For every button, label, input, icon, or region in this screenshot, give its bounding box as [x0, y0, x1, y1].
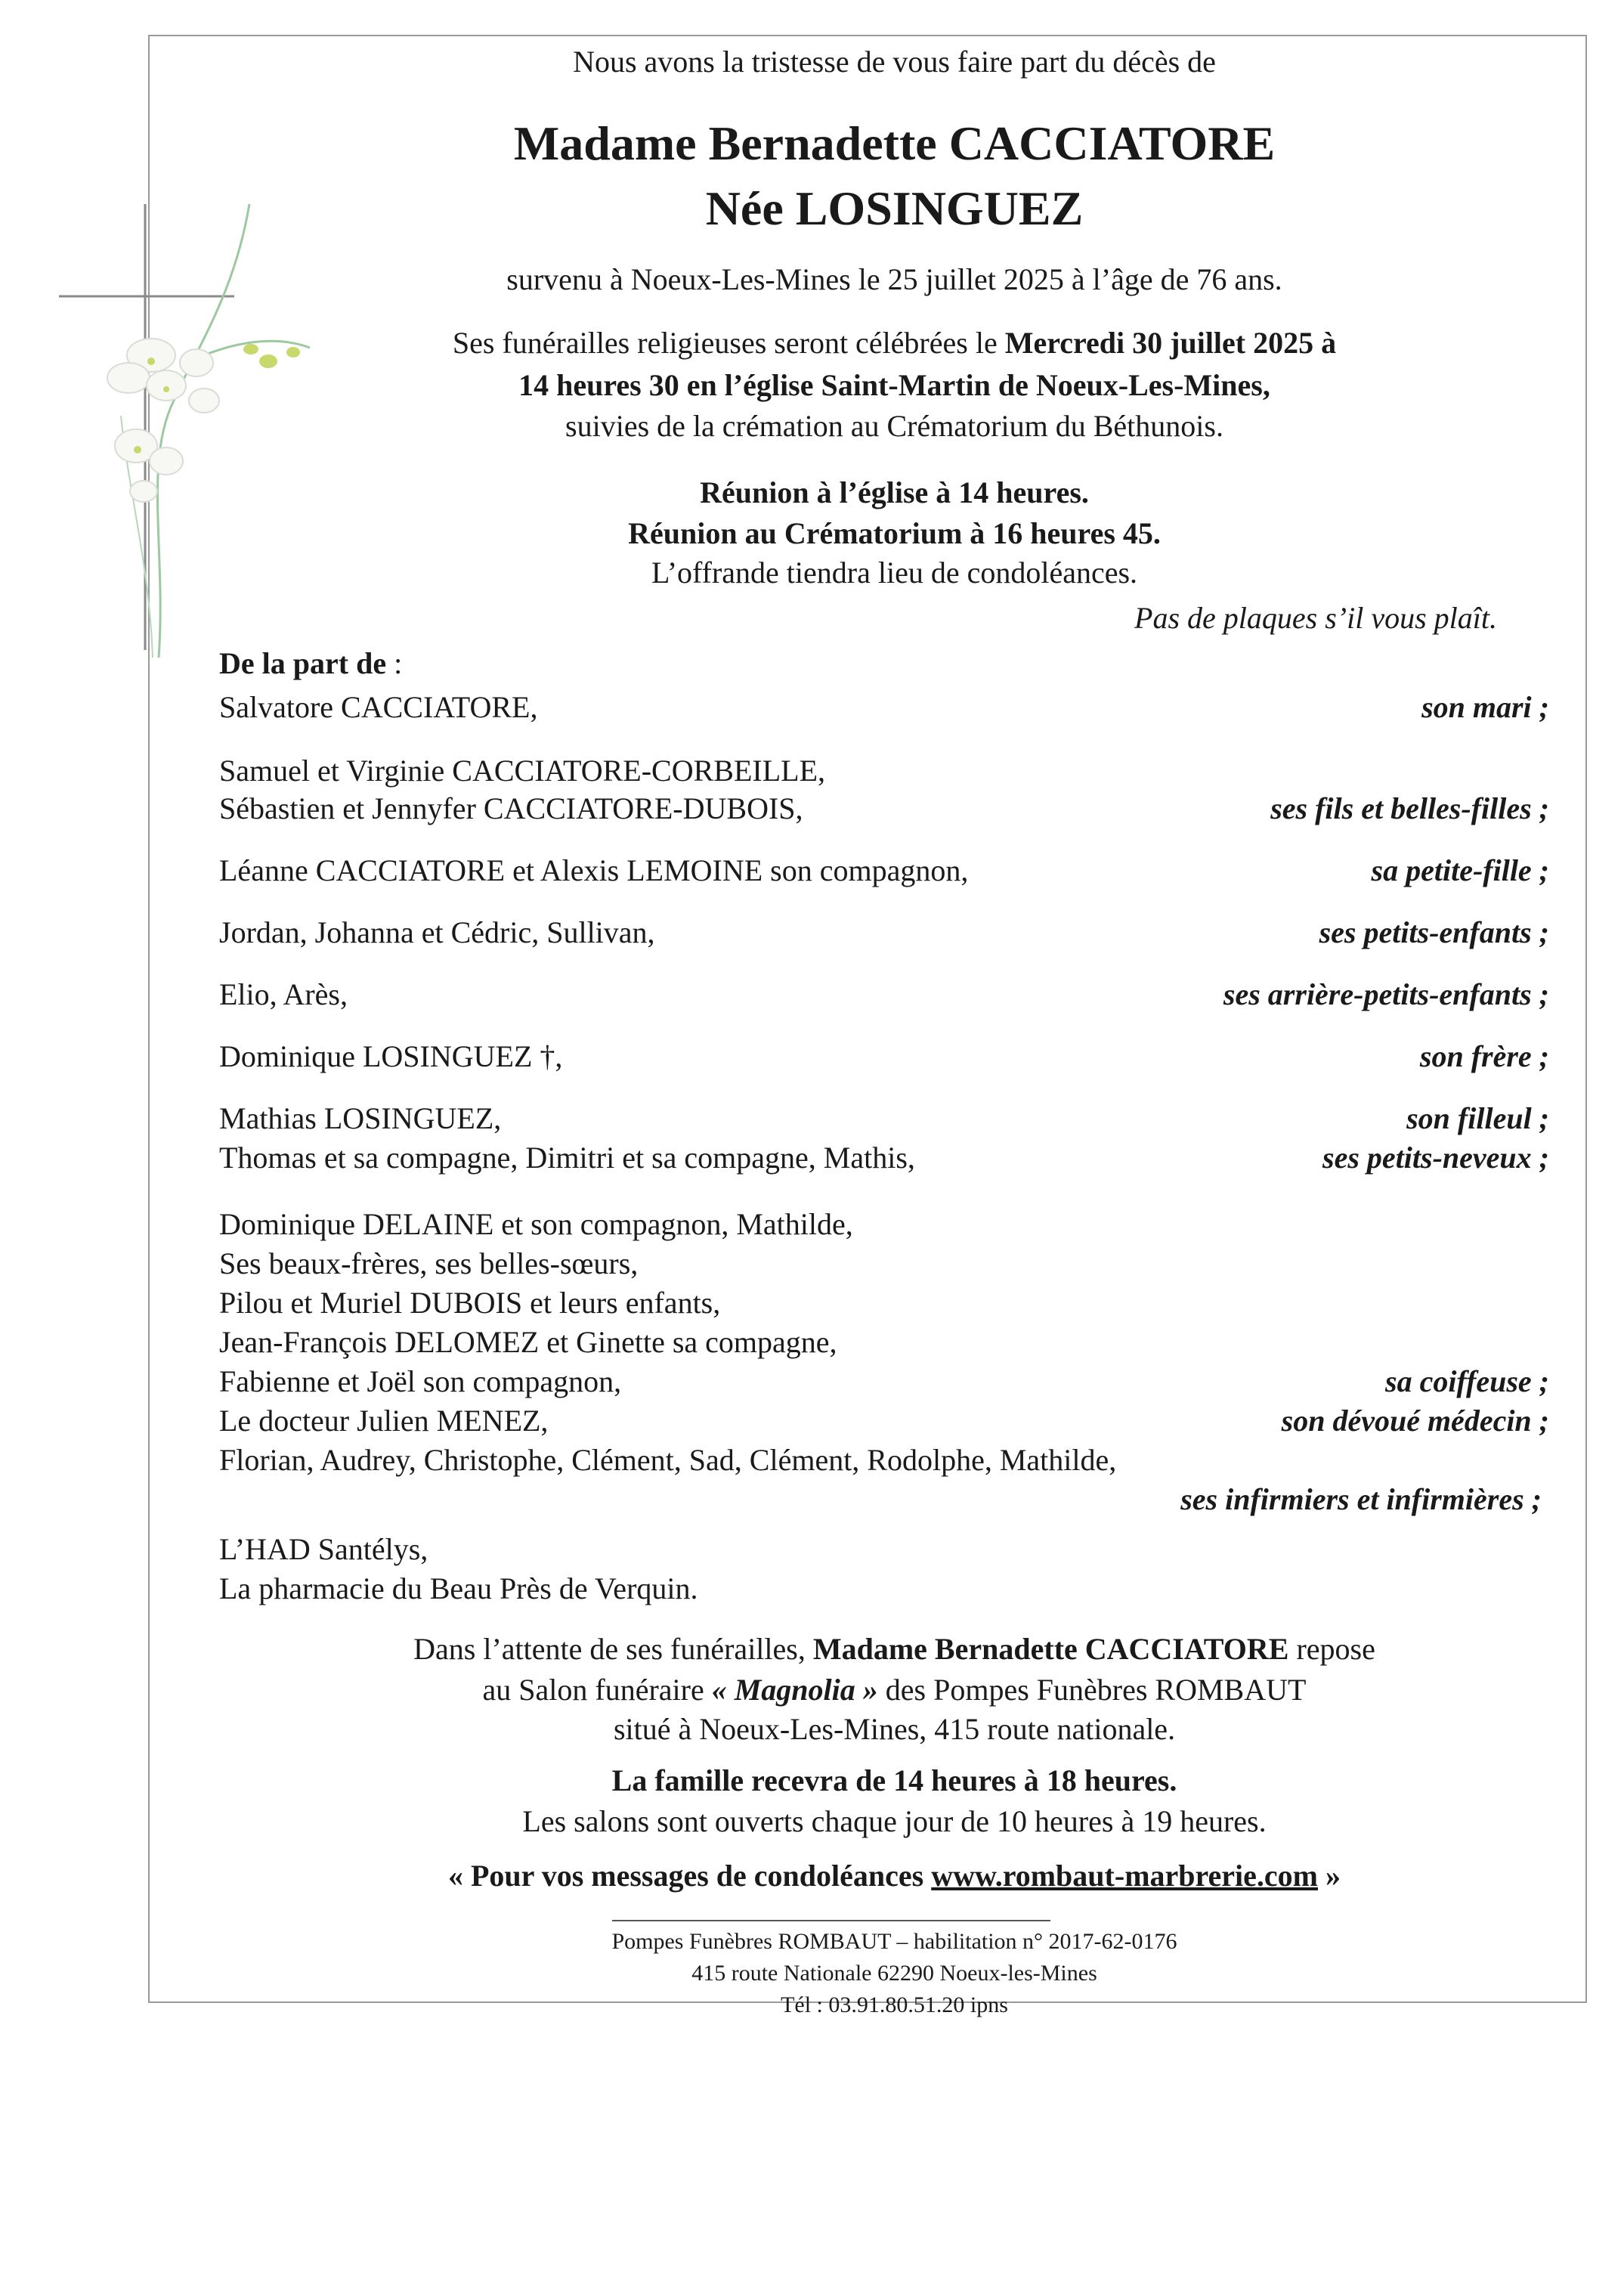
- family-row: La pharmacie du Beau Près de Verquin.: [219, 1571, 698, 1605]
- footer-phone: Tél : 03.91.80.51.20 ipns: [781, 1992, 1008, 2017]
- family-row: Mathias LOSINGUEZ, son filleul ;: [219, 1101, 1549, 1135]
- family-row: Elio, Arès, ses arrière-petits-enfants ;: [219, 977, 1549, 1011]
- repose-line-3: situé à Noeux-Les-Mines, 415 route nationale.: [613, 1712, 1176, 1746]
- family-row: L’HAD Santélys,: [219, 1532, 428, 1566]
- family-row: Jean-François DELOMEZ et Ginette sa compagne,: [219, 1325, 837, 1359]
- family-row: Dominique LOSINGUEZ †, son frère ;: [219, 1039, 1549, 1073]
- meeting-church: Réunion à l’église à 14 heures.: [700, 475, 1089, 509]
- from-label: De la part de :: [219, 646, 403, 680]
- deceased-name: Madame Bernadette CACCIATORE: [513, 116, 1276, 170]
- salon-hours: Les salons sont ouverts chaque jour de 10 heures à 19 heures.: [522, 1804, 1267, 1838]
- family-row: Salvatore CACCIATORE, son mari ;: [219, 690, 1549, 724]
- family-row: Dominique DELAINE et son compagnon, Mathilde,: [219, 1207, 853, 1241]
- family-row: Pilou et Muriel DUBOIS et leurs enfants,: [219, 1286, 721, 1320]
- funeral-line-3: suivies de la crémation au Crématorium du Béthunois.: [565, 409, 1223, 443]
- meeting-crematorium: Réunion au Crématorium à 16 heures 45.: [628, 516, 1161, 550]
- intro-text: Nous avons la tristesse de vous faire part du décès de: [573, 45, 1216, 79]
- offering-note: L’offrande tiendra lieu de condoléances.: [651, 556, 1138, 590]
- repose-line-2: au Salon funéraire « Magnolia » des Pompes Funèbres ROMBAUT: [482, 1673, 1307, 1707]
- family-row: Sébastien et Jennyfer CACCIATORE-DUBOIS, ses fils et belles-filles ;: [219, 791, 1549, 825]
- family-row: Léanne CACCIATORE et Alexis LEMOINE son compagnon, sa petite-fille ;: [219, 853, 1549, 887]
- footer-address: 415 route Nationale 62290 Noeux-les-Mines: [691, 1961, 1097, 1986]
- footer-company: Pompes Funèbres ROMBAUT – habilitation n° 2017-62-0176: [611, 1929, 1177, 1954]
- footer-rule: [612, 1920, 1050, 1921]
- no-plaques-note: Pas de plaques s’il vous plaît.: [1134, 601, 1497, 635]
- family-row: Florian, Audrey, Christophe, Clément, Sad, Clément, Rodolphe, Mathilde,: [219, 1443, 1117, 1477]
- funeral-line-2: 14 heures 30 en l’église Saint-Martin de Noeux-Les-Mines,: [518, 368, 1270, 402]
- maiden-name: Née LOSINGUEZ: [705, 181, 1084, 235]
- death-info: survenu à Noeux-Les-Mines le 25 juillet 2025 à l’âge de 76 ans.: [506, 262, 1282, 296]
- condolences-line: « Pour vos messages de condoléances www.rombaut-marbrerie.com »: [448, 1859, 1341, 1893]
- family-row: Jordan, Johanna et Cédric, Sullivan, ses petits-enfants ;: [219, 915, 1549, 949]
- family-row: ses infirmiers et infirmières ;: [1180, 1482, 1542, 1516]
- family-row: Thomas et sa compagne, Dimitri et sa compagne, Mathis, ses petits-neveux ;: [219, 1141, 1549, 1175]
- funeral-line-1: Ses funérailles religieuses seront célébrées le Mercredi 30 juillet 2025 à: [452, 326, 1337, 360]
- family-row: Samuel et Virginie CACCIATORE-CORBEILLE,: [219, 754, 826, 788]
- repose-line-1: Dans l’attente de ses funérailles, Madame Bernadette CACCIATORE repose: [413, 1632, 1375, 1666]
- condolences-link[interactable]: www.rombaut-marbrerie.com: [931, 1859, 1318, 1893]
- family-row: Ses beaux-frères, ses belles-sœurs,: [219, 1246, 639, 1280]
- reception-hours: La famille recevra de 14 heures à 18 heures.: [611, 1763, 1177, 1797]
- family-row: Le docteur Julien MENEZ, son dévoué médecin ;: [219, 1404, 1549, 1438]
- family-row: Fabienne et Joël son compagnon, sa coiffeuse ;: [219, 1364, 1549, 1398]
